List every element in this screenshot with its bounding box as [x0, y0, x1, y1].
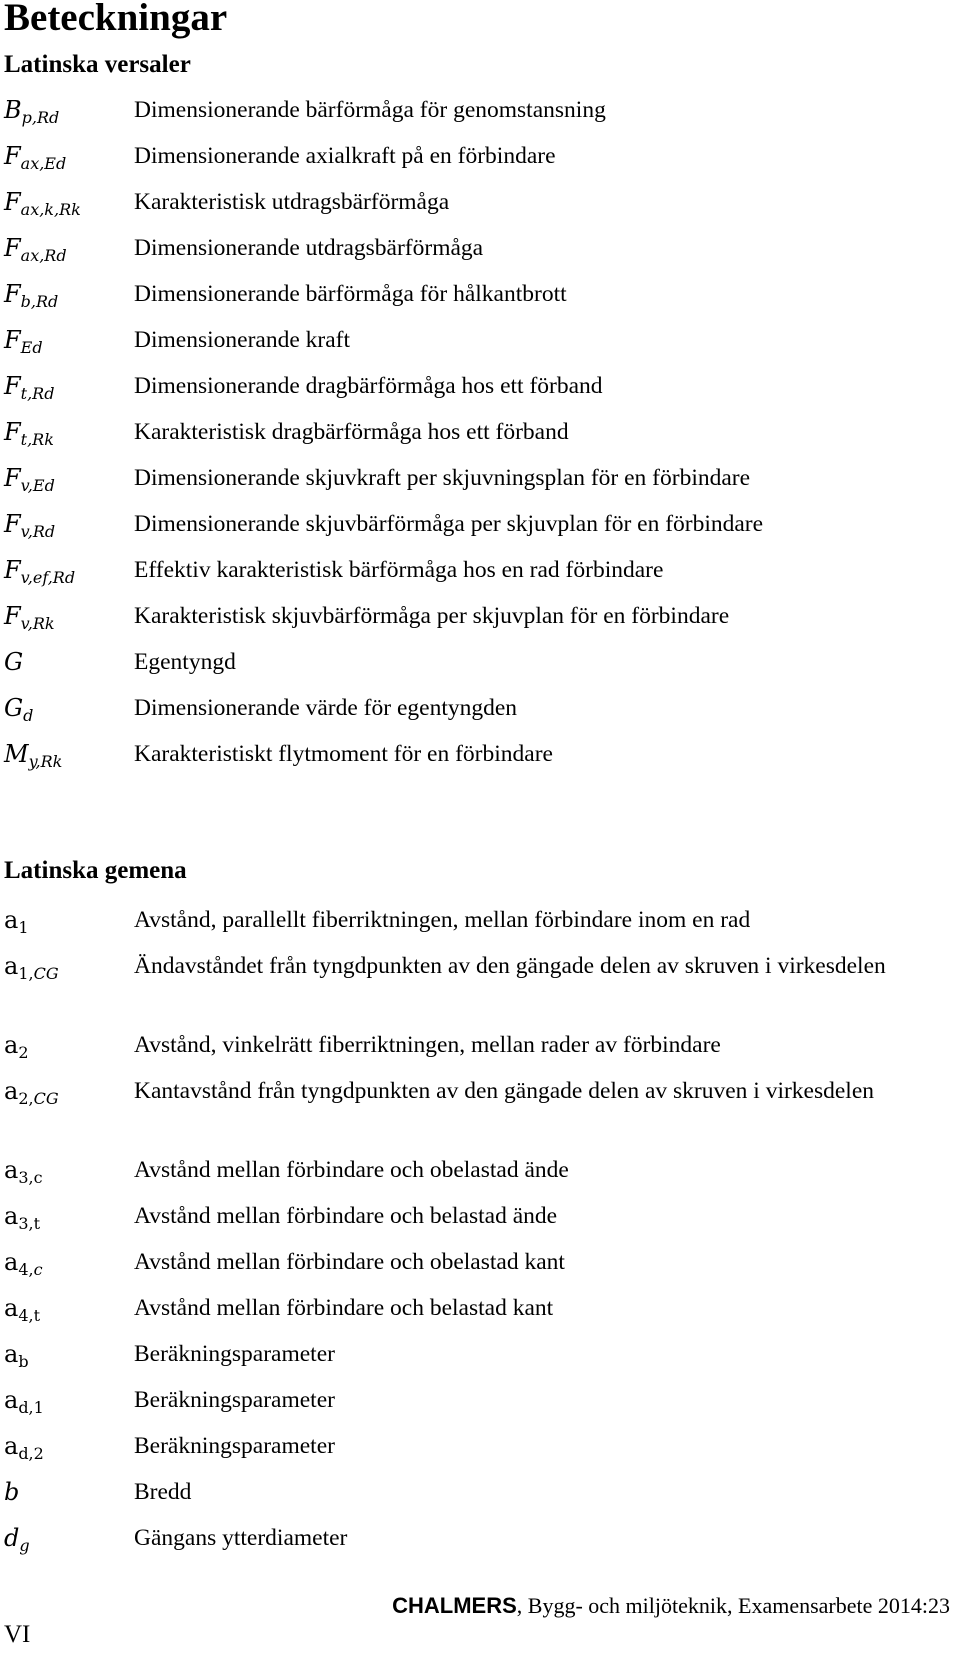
symbol: b	[4, 1478, 20, 1506]
symbol-description: Beräkningsparameter	[134, 1387, 335, 1413]
symbol: $a_{3,c}$	[4, 1156, 43, 1187]
list-item	[0, 638, 960, 684]
symbol-list-versaler	[0, 86, 960, 776]
symbol-description: Avstånd mellan förbindare och belastad kant	[134, 1295, 554, 1321]
symbol: $F_{ax,Rd}$	[4, 234, 67, 265]
symbol: $a_{4,c}$	[4, 1248, 43, 1279]
list-item	[0, 408, 960, 454]
footer-caption: , Bygg- och miljöteknik, Examensarbete 2014:23	[516, 1593, 950, 1618]
symbol: $a_b$	[4, 1340, 29, 1371]
symbol: $d_g$	[4, 1524, 30, 1555]
list-item	[0, 684, 960, 730]
symbol-description: Dimensionerande dragbärförmåga hos ett förband	[134, 373, 603, 399]
symbol: $a_{3,t}$	[4, 1202, 41, 1233]
list-item	[0, 592, 960, 638]
symbol-description: Beräkningsparameter	[134, 1433, 335, 1459]
list-item	[0, 942, 960, 1021]
symbol-list-gemena	[0, 896, 960, 1560]
symbol-description: Karakteristisk skjuvbärförmåga per skjuvplan för en förbindare	[134, 603, 730, 629]
symbol-description: Avstånd mellan förbindare och obelastad ände	[134, 1157, 569, 1183]
symbol: $F_{t,Rk}$	[4, 418, 54, 449]
list-item	[0, 1422, 960, 1468]
symbol-description: Dimensionerande axialkraft på en förbindare	[134, 143, 556, 169]
symbol: $F_{ax,Ed}$	[4, 142, 67, 173]
symbol: $a_{d,1}$	[4, 1386, 44, 1417]
list-item	[0, 316, 960, 362]
list-item	[0, 1330, 960, 1376]
symbol-description: Egentyngd	[134, 649, 236, 675]
list-item	[0, 454, 960, 500]
symbol-description: Gängans ytterdiameter	[134, 1525, 348, 1551]
symbol-description: Effektiv karakteristisk bärförmåga hos en rad förbindare	[134, 557, 664, 583]
symbol-description: Dimensionerande skjuvbärförmåga per skjuvplan för en förbindare	[134, 511, 764, 537]
list-item	[0, 178, 960, 224]
symbol: $a_{d,2}$	[4, 1432, 44, 1463]
list-item	[0, 1146, 960, 1192]
list-item	[0, 1514, 960, 1560]
list-item	[0, 1468, 960, 1514]
symbol: $F_{b,Rd}$	[4, 280, 59, 311]
symbol: $F_{v,Rk}$	[4, 602, 55, 633]
symbol: $F_{ax,k,Rk}$	[4, 188, 81, 219]
symbol-description: Avstånd, vinkelrätt fiberriktningen, mellan rader av förbindare	[134, 1032, 721, 1058]
symbol-description: Dimensionerande utdragsbärförmåga	[134, 235, 484, 261]
footer-brand: CHALMERS	[392, 1593, 517, 1618]
symbol-description: Dimensionerande bärförmåga för hålkantbrott	[134, 281, 567, 307]
symbol: G	[4, 648, 24, 676]
symbol-description: Dimensionerande värde för egentyngden	[134, 695, 518, 721]
list-item	[0, 1192, 960, 1238]
symbol: $F_{v,Rd}$	[4, 510, 56, 541]
symbol: $F_{v,ef,Rd}$	[4, 556, 76, 587]
symbol: $a_2$	[4, 1031, 29, 1062]
list-item	[0, 1021, 960, 1067]
list-item	[0, 896, 960, 942]
list-item	[0, 1238, 960, 1284]
list-item	[0, 500, 960, 546]
symbol: $a_{2,CG}$	[4, 1077, 59, 1108]
page-number: VI	[4, 1621, 31, 1648]
section-heading-latinska-versaler: Latinska versaler	[4, 51, 191, 78]
symbol: $F_{t,Rd}$	[4, 372, 55, 403]
symbol-description: Kantavstånd från tyngdpunkten av den gängade delen av skruven i virkesdelen	[134, 1078, 875, 1104]
symbol-description: Dimensionerande skjuvkraft per skjuvningsplan för en förbindare	[134, 465, 751, 491]
symbol: $F_{v,Ed}$	[4, 464, 55, 495]
symbol-description: Bredd	[134, 1479, 192, 1505]
symbol: $M_{y,Rk}$	[4, 740, 63, 771]
footer-text	[392, 1592, 950, 1620]
list-item	[0, 362, 960, 408]
symbol-description: Beräkningsparameter	[134, 1341, 335, 1367]
list-item	[0, 1376, 960, 1422]
page-title: Beteckningar	[4, 0, 228, 39]
symbol: $a_1$	[4, 906, 29, 937]
symbol-description: Karakteristisk dragbärförmåga hos ett förband	[134, 419, 569, 445]
symbol-description: Avstånd mellan förbindare och obelastad kant	[134, 1249, 565, 1275]
symbol-description: Avstånd, parallellt fiberriktningen, mellan förbindare inom en rad	[134, 907, 751, 933]
section-heading-latinska-gemena: Latinska gemena	[4, 857, 187, 884]
symbol-description: Karakteristiskt flytmoment för en förbindare	[134, 741, 553, 767]
list-item	[0, 270, 960, 316]
page-footer	[0, 1592, 960, 1652]
list-item	[0, 546, 960, 592]
symbol: $G_d$	[4, 694, 34, 725]
list-item	[0, 86, 960, 132]
list-item	[0, 132, 960, 178]
symbol: $B_{p,Rd}$	[4, 96, 60, 127]
symbol: $a_{1,CG}$	[4, 952, 59, 983]
list-item	[0, 730, 960, 776]
list-item	[0, 1284, 960, 1330]
list-item	[0, 1067, 960, 1146]
symbol: $a_{4,t}$	[4, 1294, 41, 1325]
symbol: $F_{Ed}$	[4, 326, 43, 357]
symbol-description: Avstånd mellan förbindare och belastad ände	[134, 1203, 558, 1229]
symbol-description: Dimensionerande bärförmåga för genomstansning	[134, 97, 606, 123]
symbol-description: Ändavståndet från tyngdpunkten av den gängade delen av skruven i virkesdelen	[134, 953, 886, 979]
symbol-description: Dimensionerande kraft	[134, 327, 350, 353]
symbol-description: Karakteristisk utdragsbärförmåga	[134, 189, 450, 215]
list-item	[0, 224, 960, 270]
